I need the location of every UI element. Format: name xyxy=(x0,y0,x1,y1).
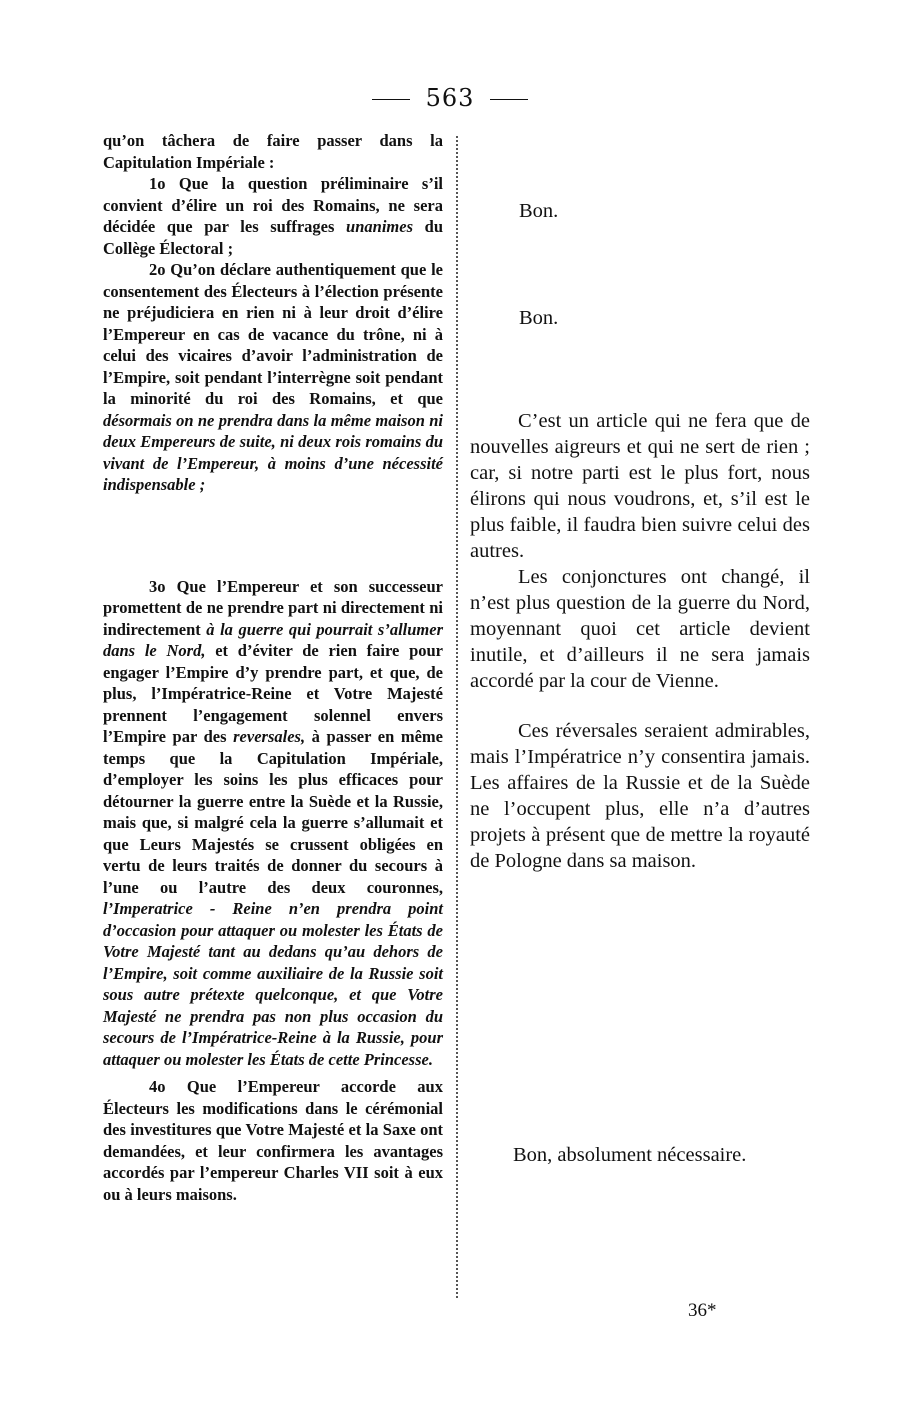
article-3: 3o Que l’Empereur et son successeur promettent de ne prendre part ni directement ni indirectement à la guerre qui pourrait s’allumer dans le Nord, et d’éviter de rien faire pour engager l’Empire d’y prendre part, et que, de plus, l’Impératrice-Reine et Votre Majesté prennent l’engagement solennel envers l’Empire par des reversales, à passer en même temps que la Capitulation Impériale, d’employer les soins les plus efficaces pour détourner la guerre entre la Suède et la Russie, mais que, si malgré cela la guerre s’allumait et que Leurs Majestés se crussent obligées en vertu de leurs traités de donner du secours à l’une ou l’autre des deux couronnes, l’Imperatrice - Reine n’en prendra point d’occasion pour attaquer ou molester les États de Votre Majesté tant au dedans qu’au dehors de l’Empire, soit comme auxiliaire de la Russie soit sous autre prétexte quelconque, et que Votre Majesté ne prendra pas non plus occasion du secours de l’Impératrice-Reine à la Russie, pour attaquer ou molester les États de cette Princesse. xyxy=(103,576,443,1069)
intro-paragraph: qu’on tâchera de faire passer dans la Capitulation Impériale : xyxy=(103,131,443,172)
reply-3-text xyxy=(470,408,810,874)
column-divider xyxy=(456,136,458,1298)
page-header xyxy=(0,84,900,112)
page-number: 563 xyxy=(425,84,475,112)
left-column-text xyxy=(103,130,443,1205)
article-4: 4o Que l’Empereur accorde aux Électeurs les modifications dans le cérémonial des investitures que Votre Majesté et la Saxe ont demandées, et leur confirmera les avantages accordés par l’empereur Charles VII soit à eux ou à leurs maisons. xyxy=(103,1077,443,1204)
article-2: 2o Qu’on déclare authentiquement que le consentement des Électeurs à l’élection présente ne préjudiciera en rien ni à leur droit d’élire l’Empereur en cas de vacance du trône, ni à celui des vicaires d’avoir l’administration de l’Empire, soit pendant l’interrègne soit pendant la minorité du roi des Romains, et que désormais on ne prendra dans la même maison ni deux Empereurs de suite, ni deux rois romains du vivant de l’Empereur, à moins d’une nécessité indispensable ; xyxy=(103,260,443,494)
header-rule-right xyxy=(490,99,528,100)
reply-4: Bon, absolument nécessaire. xyxy=(513,1144,747,1166)
reply-2: Bon. xyxy=(519,307,559,329)
reply-3a: C’est un article qui ne fera que de nouvelles aigreurs et qui ne sert de rien ; car, si notre parti est le plus fort, nous élirons qui nous voudrons, et, s’il est le plus faible, il faudra bien suivre celui des autres. xyxy=(470,410,810,562)
reply-1: Bon. xyxy=(519,200,559,222)
reply-3b: Les conjonctures ont changé, il n’est plus question de la guerre du Nord, moyennant quoi cet article devient inutile, et d’ailleurs il ne sera jamais accordé par la cour de Vienne. xyxy=(470,566,810,692)
article-1: 1o Que la question préliminaire s’il convient d’élire un roi des Romains, ne sera décidée que par les suffrages unanimes du Collège Électoral ; xyxy=(103,174,443,258)
reply-3c: Ces réversales seraient admirables, mais l’Impératrice n’y consentira jamais. Les affaires de la Russie et de la Suède ne l’occupent plus, elle n’a d’autres projets à présent que de mettre la royauté de Pologne dans sa maison. xyxy=(470,720,810,872)
signature-mark: 36* xyxy=(688,1300,717,1321)
header-rule-left xyxy=(372,99,410,100)
